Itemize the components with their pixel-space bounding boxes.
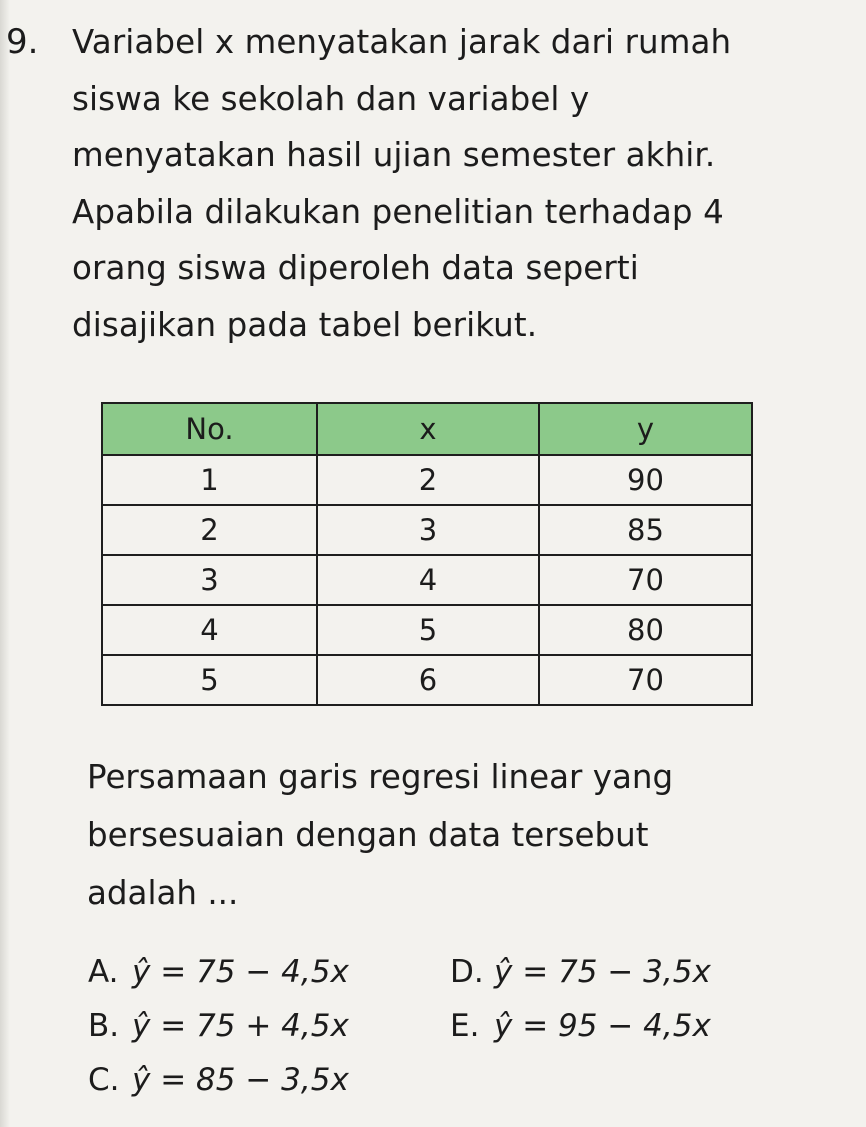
header-no: No. bbox=[102, 403, 317, 455]
option-letter: D. bbox=[450, 954, 484, 990]
table-row bbox=[102, 505, 752, 555]
cell-y: 70 bbox=[539, 555, 752, 605]
prompt-line: adalah ... bbox=[87, 874, 239, 912]
header-y: y bbox=[539, 403, 752, 455]
option-expression: ŷ = 85 − 3,5x bbox=[132, 1062, 349, 1098]
cell-x: 3 bbox=[317, 505, 539, 555]
option-b[interactable] bbox=[88, 999, 349, 1053]
data-table bbox=[101, 402, 753, 706]
cell-no: 2 bbox=[102, 505, 317, 555]
stem-line: Variabel x menyatakan jarak dari rumah bbox=[72, 23, 732, 61]
header-x: x bbox=[317, 403, 539, 455]
table-row bbox=[102, 605, 752, 655]
stem-line: menyatakan hasil ujian semester akhir. bbox=[72, 136, 716, 174]
answer-options bbox=[88, 945, 848, 1125]
cell-no: 1 bbox=[102, 455, 317, 505]
cell-y: 85 bbox=[539, 505, 752, 555]
option-expression: ŷ = 75 − 4,5x bbox=[132, 954, 349, 990]
question-prompt bbox=[87, 748, 827, 922]
stem-line: disajikan pada tabel berikut. bbox=[72, 305, 538, 344]
prompt-line: Persamaan garis regresi linear yang bbox=[87, 758, 674, 796]
cell-no: 4 bbox=[102, 605, 317, 655]
cell-y: 80 bbox=[539, 605, 752, 655]
stem-line: Apabila dilakukan penelitian terhadap 4 bbox=[72, 192, 724, 231]
table-row bbox=[102, 455, 752, 505]
option-a[interactable] bbox=[88, 945, 349, 999]
question-stem bbox=[72, 14, 832, 353]
cell-y: 70 bbox=[539, 655, 752, 705]
stem-line: orang siswa diperoleh data seperti bbox=[72, 249, 639, 287]
option-letter: B. bbox=[88, 1008, 120, 1044]
cell-y: 90 bbox=[539, 455, 752, 505]
prompt-line: bersesuaian dengan data tersebut bbox=[87, 816, 649, 854]
table-header-row bbox=[102, 403, 752, 455]
option-letter: E. bbox=[450, 1008, 480, 1044]
option-expression: ŷ = 95 − 4,5x bbox=[494, 1008, 711, 1044]
page-edge-shadow bbox=[0, 0, 10, 1127]
stem-line: siswa ke sekolah dan variabel y bbox=[72, 79, 590, 118]
cell-x: 4 bbox=[317, 555, 539, 605]
option-letter: A. bbox=[88, 954, 119, 990]
cell-x: 6 bbox=[317, 655, 539, 705]
table-row bbox=[102, 555, 752, 605]
question-number: 9. bbox=[6, 22, 39, 62]
cell-no: 5 bbox=[102, 655, 317, 705]
option-d[interactable] bbox=[450, 945, 711, 999]
option-c[interactable] bbox=[88, 1053, 349, 1107]
option-letter: C. bbox=[88, 1062, 120, 1098]
cell-x: 2 bbox=[317, 455, 539, 505]
cell-x: 5 bbox=[317, 605, 539, 655]
table-row bbox=[102, 655, 752, 705]
cell-no: 3 bbox=[102, 555, 317, 605]
option-expression: ŷ = 75 − 3,5x bbox=[494, 954, 711, 990]
option-e[interactable] bbox=[450, 999, 711, 1053]
option-expression: ŷ = 75 + 4,5x bbox=[132, 1008, 349, 1044]
